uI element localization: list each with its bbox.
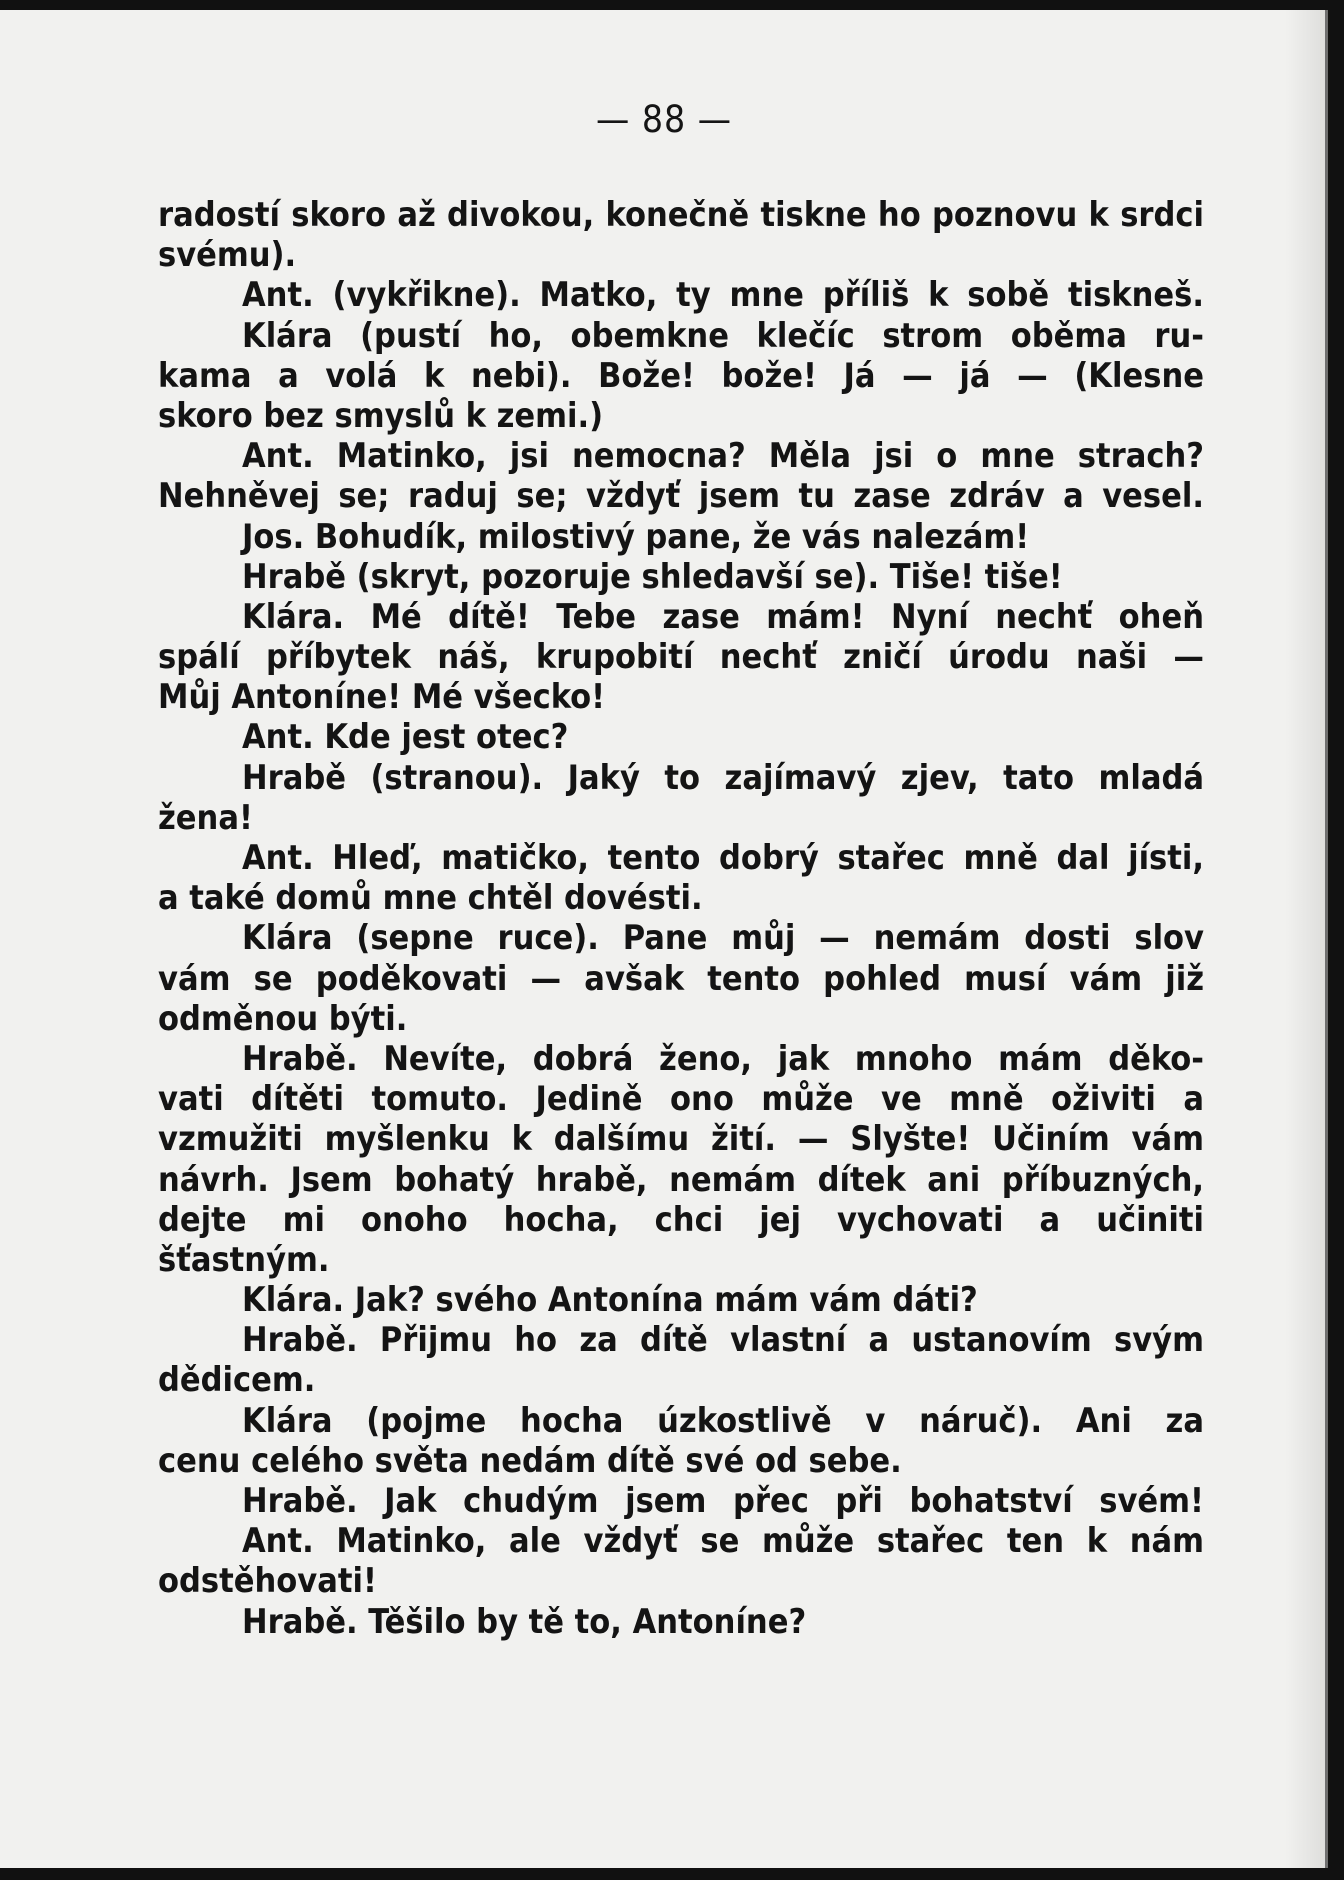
text-line: odstěhovati! (158, 1561, 377, 1602)
text-line: Ant. Matinko, ale vždyť se může stařec ten k nám (242, 1521, 1204, 1562)
text-line: a také domů mne chtěl dovésti. (158, 878, 703, 919)
text-line: skoro bez smyslů k zemi.) (158, 395, 604, 436)
text-line: Hrabě (skryt, pozoruje shledavší se). Tiše! tiše! (242, 556, 1063, 597)
text-line: žena! (158, 797, 253, 838)
text-line: Ant. (vykřikne). Matko, ty mne příliš k sobě tiskneš. (242, 275, 1204, 316)
text-line: dědicem. (158, 1360, 316, 1401)
text-line: Klára (sepne ruce). Pane můj — nemám dosti slov (242, 918, 1204, 959)
text-line: Klára. Mé dítě! Tebe zase mám! Nyní nechť oheň (242, 596, 1204, 637)
text-line: vám se poděkovati — avšak tento pohled musí vám již (158, 958, 1204, 999)
text-line: Hrabě. Nevíte, dobrá ženo, jak mnoho mám děko- (242, 1038, 1204, 1079)
page-number: — 88 — (595, 98, 733, 141)
text-line: Ant. Kde jest otec? (242, 717, 569, 758)
text-line: Nehněvej se; raduj se; vždyť jsem tu zase zdráv a vesel. (158, 476, 1204, 517)
book-page (0, 10, 1328, 1868)
text-line: Klára (pojme hocha úzkostlivě v náruč). Ani za (242, 1400, 1204, 1441)
text-line: Jos. Bohudík, milostivý pane, že vás nalezám! (242, 516, 1030, 557)
text-line: Můj Antoníne! Mé všecko! (158, 677, 606, 718)
text-line: radostí skoro až divokou, konečně tiskne ho poznovu k srdci (158, 195, 1204, 235)
text-line: odměnou býti. (158, 998, 408, 1039)
text-line: dejte mi onoho hocha, chci jej vychovati a učiniti (158, 1199, 1204, 1240)
text-line: Ant. Matinko, jsi nemocna? Měla jsi o mne strach? (242, 436, 1204, 477)
page-text (158, 195, 1204, 1642)
text-line: Hrabě. Jak chudým jsem přec při bohatství svém! (242, 1481, 1204, 1521)
text-line: Ant. Hleď, matičko, tento dobrý stařec mně dal jísti, (242, 838, 1204, 878)
text-line: návrh. Jsem bohatý hrabě, nemám dítek ani příbuzných, (158, 1159, 1204, 1200)
text-line: vati dítěti tomuto. Jedině ono může ve mně oživiti a (158, 1079, 1204, 1120)
text-line: kama a volá k nebi). Bože! bože! Já — já — (Klesne (158, 355, 1204, 396)
text-line: cenu celého světa nedám dítě své od sebe. (158, 1440, 902, 1481)
text-line: vzmužiti myšlenku k dalšímu žití. — Slyšte! Učiním vám (158, 1119, 1204, 1160)
text-line: svému). (158, 235, 297, 276)
page-edge-shadow (1285, 10, 1325, 1868)
text-line: Klára (pustí ho, obemkne klečíc strom oběma ru- (242, 315, 1204, 356)
text-line: Hrabě. Přijmu ho za dítě vlastní a ustanovím svým (242, 1320, 1204, 1361)
text-line: Hrabě (stranou). Jaký to zajímavý zjev, tato mladá (242, 757, 1204, 798)
text-line: Klára. Jak? svého Antonína mám vám dáti? (242, 1280, 978, 1321)
text-line: šťastným. (158, 1239, 330, 1280)
text-line: Hrabě. Těšilo by tě to, Antoníne? (242, 1601, 807, 1642)
text-line: spálí příbytek náš, krupobití nechť zničí úrodu naši — (158, 637, 1204, 678)
